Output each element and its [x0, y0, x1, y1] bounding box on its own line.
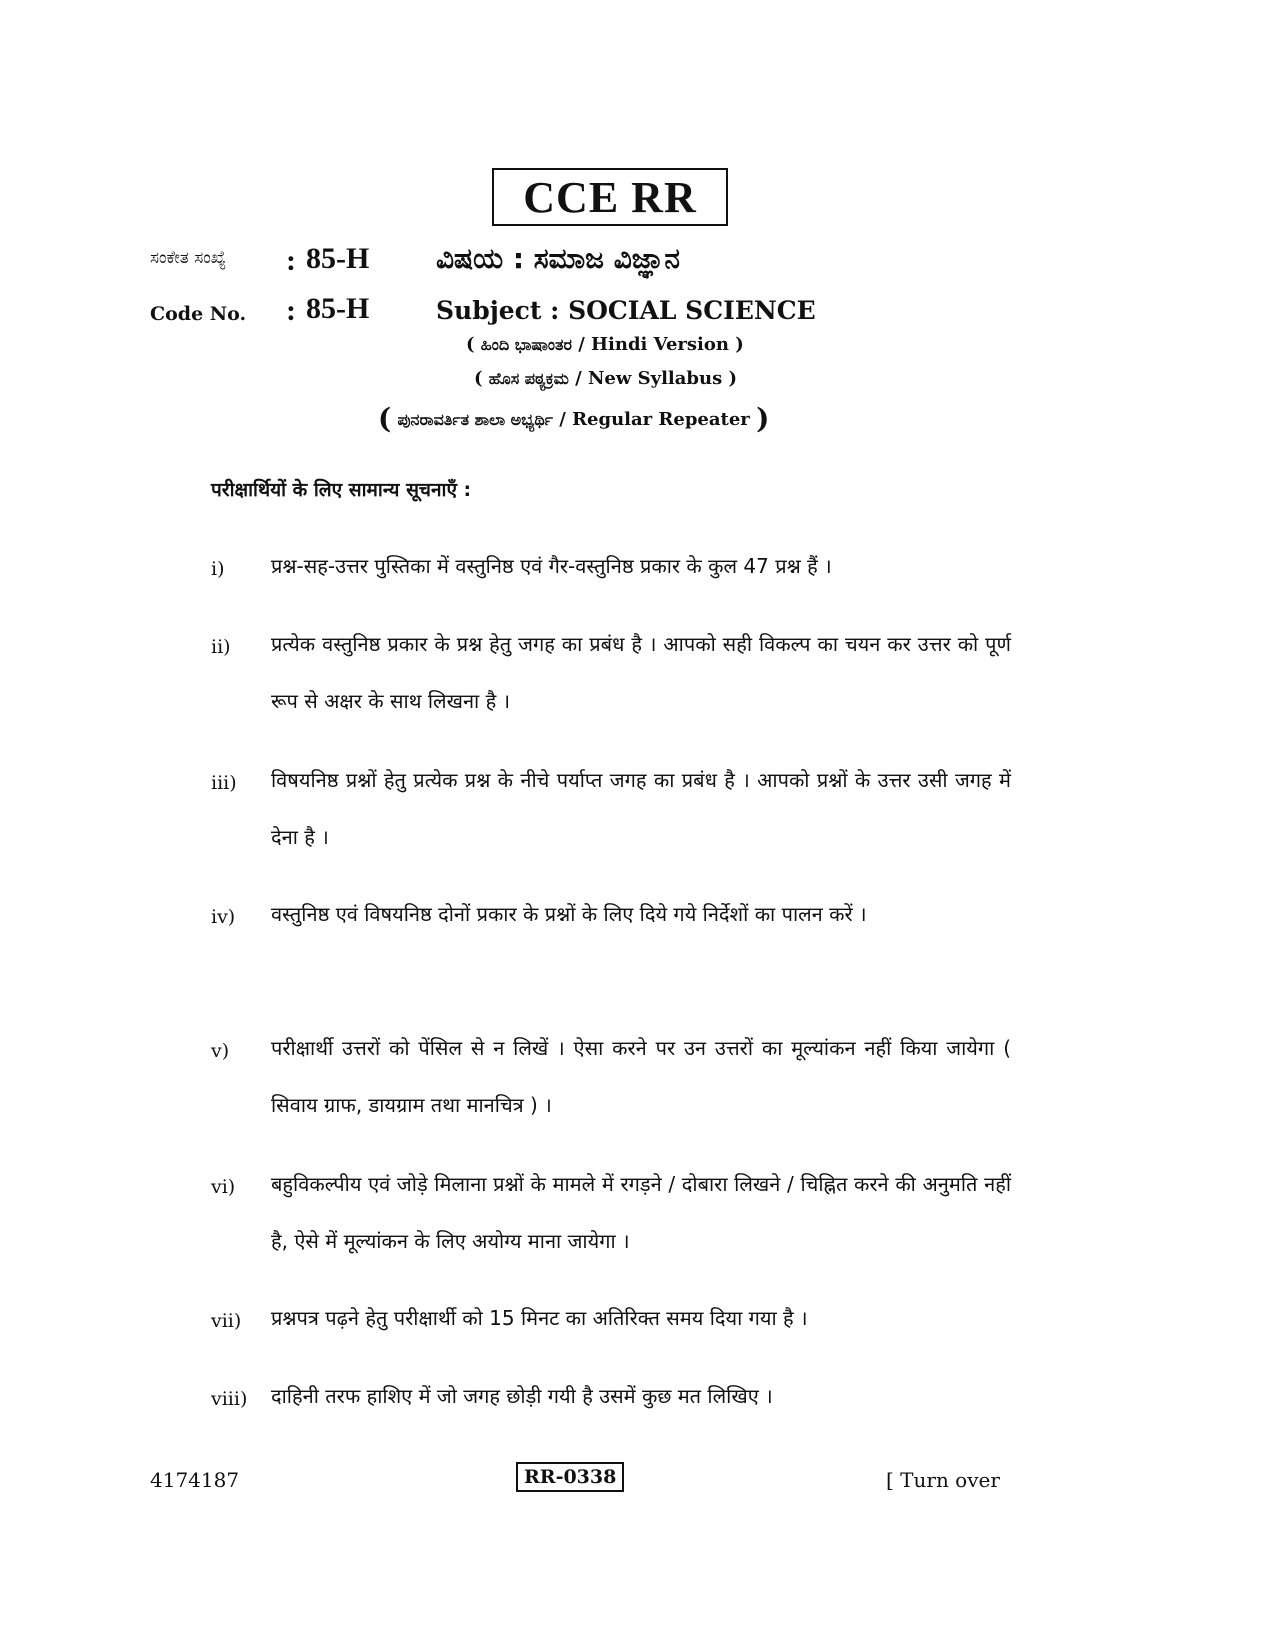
instruction-text: परीक्षार्थी उत्तरों को पेंसिल से न लिखें । ऐसा करने पर उन उत्तरों का मूल्यांकन नहीं किया जायेगा ( सिवाय ग्राफ, डायग्राम तथा मानचित्र ) ।: [271, 1036, 1011, 1117]
syllabus-line: ( ಹೊಸ ಪಠ್ಯಕ್ರಮ / New Syllabus ): [474, 368, 738, 389]
code-label-kannada: ಸಂಕೇತ ಸಂಖ್ಯೆ: [150, 248, 227, 268]
code-label-english: Code No.: [150, 303, 247, 325]
candidate-line: ( ಪುನರಾವರ್ತಿತ ಶಾಲಾ ಅಭ್ಯರ್ಥಿ / Regular Repeater ): [378, 402, 770, 435]
instruction-number: vi): [211, 1176, 236, 1198]
subject-kannada: ವಿಷಯ : ಸಮಾಜ ವಿಜ್ಞಾನ: [436, 242, 680, 275]
instructions-heading: परीक्षार्थियों के लिए सामान्य सूचनाएँ :: [211, 479, 472, 501]
instruction-text: वस्तुनिष्ठ एवं विषयनिष्ठ दोनों प्रकार के प्रश्नों के लिए दिये गये निर्देशों का पालन करें ।: [271, 902, 867, 926]
code-separator: :: [286, 244, 296, 277]
code-value: 85-H: [306, 292, 370, 325]
serial-number: 4174187: [150, 1468, 240, 1492]
instruction-number: iv): [211, 906, 236, 928]
version-line: ( ಹಿಂದಿ ಭಾಷಾಂತರ / Hindi Version ): [466, 334, 744, 355]
exam-title: CCE RR: [492, 168, 728, 226]
turn-over-note: [ Turn over: [886, 1468, 1000, 1492]
instruction-number: v): [211, 1040, 230, 1062]
instruction-text: प्रश्नपत्र पढ़ने हेतु परीक्षार्थी को 15 मिनट का अतिरिक्त समय दिया गया है ।: [271, 1306, 808, 1330]
candidate-kannada: ಪುನರಾವರ್ತಿತ ಶಾಲಾ ಅಭ್ಯರ್ಥಿ: [397, 410, 553, 429]
instruction-number: ii): [211, 636, 231, 658]
syllabus-kannada: ಹೊಸ ಪಠ್ಯಕ್ರಮ: [488, 369, 569, 388]
version-english: Hindi Version: [591, 334, 729, 355]
instruction-number: iii): [211, 772, 237, 794]
subject-english: Subject : SOCIAL SCIENCE: [436, 296, 816, 325]
instruction-number: vii): [211, 1310, 242, 1332]
instruction-text: विषयनिष्ठ प्रश्नों हेतु प्रत्येक प्रश्न के नीचे पर्याप्त जगह का प्रबंध है । आपको प्रश्नों के उत्तर उसी जगह में देना है ।: [271, 768, 1011, 849]
instruction-text: प्रश्न-सह-उत्तर पुस्तिका में वस्तुनिष्ठ एवं गैर-वस्तुनिष्ठ प्रकार के कुल 47 प्रश्न हैं ।: [271, 554, 832, 578]
instruction-text: बहुविकल्पीय एवं जोड़े मिलाना प्रश्नों के मामले में रगड़ने / दोबारा लिखने / चिह्नित करने की अनुमति नहीं है, ऐसे में मूल्यांकन के लिए अयोग्य माना जायेगा ।: [271, 1172, 1011, 1253]
code-value-kannada-line: 85-H: [306, 242, 370, 275]
version-kannada: ಹಿಂದಿ ಭಾಷಾಂತರ: [480, 335, 572, 354]
instruction-number: viii): [211, 1388, 248, 1410]
code-separator: :: [286, 294, 296, 327]
instruction-text: दाहिनी तरफ हाशिए में जो जगह छोड़ी गयी है उसमें कुछ मत लिखिए ।: [271, 1384, 773, 1408]
candidate-english: Regular Repeater: [572, 409, 750, 430]
instruction-text: प्रत्येक वस्तुनिष्ठ प्रकार के प्रश्न हेतु जगह का प्रबंध है । आपको सही विकल्प का चयन कर उत्तर को पूर्ण रूप से अक्षर के साथ लिखना है ।: [271, 632, 1011, 713]
instruction-number: i): [211, 558, 225, 580]
syllabus-english: New Syllabus: [587, 368, 723, 389]
paper-code-box: RR-0338: [516, 1462, 624, 1492]
